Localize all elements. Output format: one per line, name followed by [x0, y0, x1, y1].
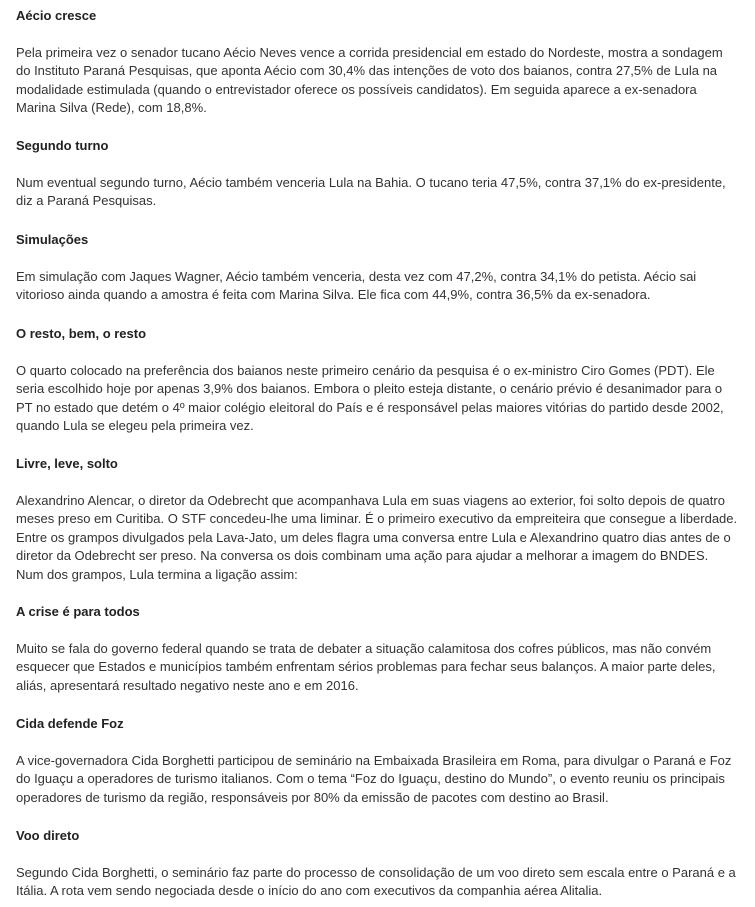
section-title: Livre, leve, solto	[16, 456, 118, 471]
section-title: O resto, bem, o resto	[16, 326, 147, 341]
section-paragraph: Pela primeira vez o senador tucano Aécio Neves vence a corrida presidencial em estado do Nordeste, mostra a sondagem do Instituto Paraná Pesquisas, que aponta Aécio com 30,4% das intenções de voto dos baianos, contra 27,5% de Lula na modalidade estimulada (quando o entrevistador oferece os possíveis candidatos). Em seguida aparece a ex-senadora Marina Silva (Rede), com 18,8%.	[16, 45, 723, 116]
section-paragraph: Alexandrino Alencar, o diretor da Odebrecht que acompanhava Lula em suas viagens ao exterior, foi solto depois de quatro meses preso em Curitiba. O STF concedeu-lhe uma liminar. É o primeiro executivo da empreiteira que consegue a liberdade. Entre os grampos divulgados pela Lava-Jato, um deles flagra uma conversa entre Lula e Alexandrino quatro dias antes de o diretor da Odebrecht ser preso. Na conversa os dois combinam uma ação para ajudar a melhorar a imagem do BNDES. Num dos grampos, Lula termina a ligação assim:	[16, 493, 738, 582]
section-title: Segundo turno	[16, 138, 109, 153]
section-title: Aécio cresce	[16, 8, 97, 23]
section-paragraph: Em simulação com Jaques Wagner, Aécio também venceria, desta vez com 47,2%, contra 34,1% do petista. Aécio sai vitorioso ainda quando a amostra é feita com Marina Silva. Ele fica com 44,9%, contra 36,5% da ex-senadora.	[16, 269, 697, 303]
section-paragraph: O quarto colocado na preferência dos baianos neste primeiro cenário da pesquisa é o ex-ministro Ciro Gomes (PDT). Ele seria escolhido hoje por apenas 3,9% dos baianos. Embora o pleito esteja distante, o cenário prévio é desanimador para o PT no estado que detém o 4º maior colégio eleitoral do País e é responsável pelas maiores vitórias do partido desde 2002, quando Lula se elegeu pela primeira vez.	[16, 363, 724, 434]
section-title: Cida defende Foz	[16, 716, 124, 731]
section-title: Voo direto	[16, 828, 80, 843]
section-title: A crise é para todos	[16, 604, 140, 619]
section-paragraph: Segundo Cida Borghetti, o seminário faz parte do processo de consolidação de um voo direto sem escala entre o Paraná e a Itália. A rota vem sendo negociada desde o início do ano com executivos da companhia aérea Alitalia.	[16, 865, 736, 899]
section-paragraph: A vice-governadora Cida Borghetti participou de seminário na Embaixada Brasileira em Roma, para divulgar o Paraná e Foz do Iguaçu a operadores de turismo italianos. Com o tema “Foz do Iguaçu, destino do Mundo”, o evento reuniu os principais operadores de turismo da região, responsáveis por 80% da emissão de pacotes com destino ao Brasil.	[16, 753, 732, 805]
section-paragraph: Muito se fala do governo federal quando se trata de debater a situação calamitosa dos cofres públicos, mas não convém esquecer que Estados e municípios também enfrentam sérios problemas para fechar seus balanços. A maior parte deles, aliás, apresentará resultado negativo neste ano e em 2016.	[16, 641, 716, 693]
section-paragraph: Num eventual segundo turno, Aécio também venceria Lula na Bahia. O tucano teria 47,5%, contra 37,1% do ex-presidente, diz a Paraná Pesquisas.	[16, 175, 726, 209]
section-title: Simulações	[16, 232, 89, 247]
